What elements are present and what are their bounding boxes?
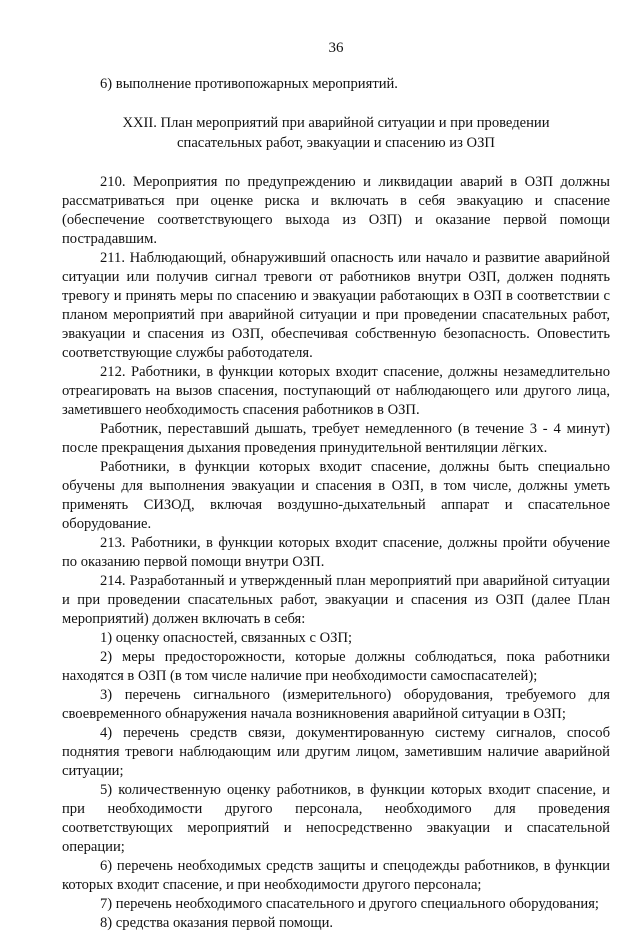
list-item: 6) перечень необходимых средств защиты и спецодежды работников, в функции которых входит спасение, и при необходимости другого персонала; (62, 858, 610, 893)
list-item: 3) перечень сигнального (измерительного) оборудования, требуемого для своевременного обнаружения начала возникновения аварийной ситуации в ОЗП; (62, 687, 610, 722)
intro-list-item: 6) выполнение противопожарных мероприятий. (100, 76, 398, 92)
paragraph-211: 211. Наблюдающий, обнаруживший опасность или начало и развитие аварийной ситуации или получив сигнал тревоги от работников внутри ОЗП, должен поднять тревогу и принять меры по спасению и эвакуации работающих в ОЗП в соответствии с планом мероприятий при аварийной ситуации и при проведении спасательных работ, эвакуации и спасения из ОЗП, обеспечивая собственную безопасность. Оповестить соответствующие службы работодателя. (62, 250, 610, 361)
page-number: 36 (328, 40, 344, 56)
paragraph-212-training: Работники, в функции которых входит спасение, должны быть специально обучены для выполнения эвакуации и спасения в ОЗП, в том числе, должны уметь применять СИЗОД, включая воздушно-дыхательный аппарат и спасательное оборудование. (62, 459, 610, 532)
paragraph-212: 212. Работники, в функции которых входит спасение, должны незамедлительно отреагировать на вызов спасения, поступающий от наблюдающего или другого лица, заметившего необходимость спасения работников в ОЗП. (62, 364, 610, 418)
list-item: 2) меры предосторожности, которые должны соблюдаться, пока работники находятся в ОЗП (в том числе наличие при необходимости самоспасателей); (62, 649, 610, 684)
list-item: 7) перечень необходимого спасательного и другого специального оборудования; (100, 896, 599, 912)
section-heading (62, 114, 610, 153)
list-item: 1) оценку опасностей, связанных с ОЗП; (100, 630, 353, 646)
paragraph-210: 210. Мероприятия по предупреждению и ликвидации аварий в ОЗП должны рассматриваться при оценке риска и включать в себя эвакуацию и спасение (обеспечение соответствующего выхода из ОЗП) и оказание первой помощи пострадавшим. (62, 174, 610, 247)
section-heading-line-1: XXII. План мероприятий при аварийной ситуации и при проведении (122, 115, 550, 131)
paragraph-212-breathing: Работник, переставший дышать, требует немедленного (в течение 3 - 4 минут) после прекращения дыхания проведения принудительной вентиляции лёгких. (62, 421, 610, 456)
list-item: 5) количественную оценку работников, в функции которых входит спасение, и при необходимости другого персонала, необходимого для проведения соответствующих мероприятий и непосредственно эвакуации и спасательной операции; (62, 782, 610, 855)
list-item: 4) перечень средств связи, документированную систему сигналов, способ поднятия тревоги наблюдающим или другим лицом, заметившим наличие аварийной ситуации; (62, 725, 610, 779)
paragraph-214: 214. Разработанный и утвержденный план мероприятий при аварийной ситуации и при проведении спасательных работ, эвакуации и спасения из ОЗП (далее План мероприятий) должен включать в себя: (62, 573, 610, 627)
list-item: 8) средства оказания первой помощи. (100, 915, 334, 931)
section-heading-line-2: спасательных работ, эвакуации и спасению из ОЗП (177, 134, 495, 151)
paragraph-213: 213. Работники, в функции которых входит спасение, должны пройти обучение по оказанию первой помощи внутри ОЗП. (62, 535, 610, 570)
